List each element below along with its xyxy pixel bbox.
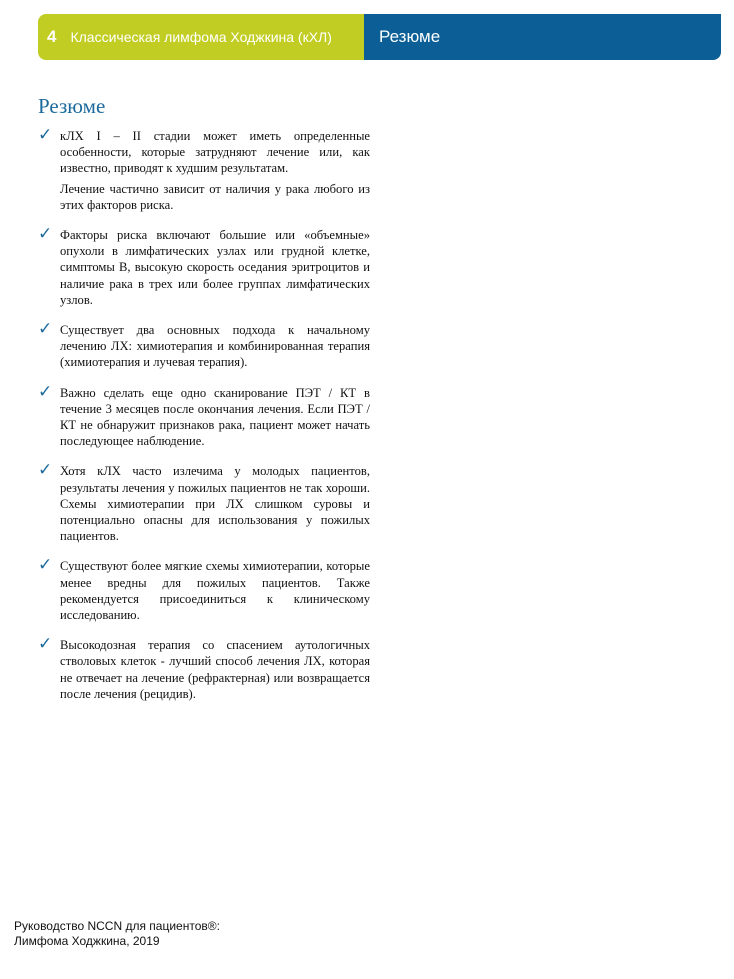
summary-item bbox=[38, 460, 370, 544]
summary-paragraph: Высокодозная терапия со спасением аутологичных стволовых клеток - лучший способ лечения ЛХ, которая не отвечает на лечение (рефрактерная) или возвращается после лечения (рецидив). bbox=[60, 638, 370, 701]
summary-item bbox=[38, 381, 370, 450]
chapter-header-left bbox=[38, 14, 364, 60]
chapter-header bbox=[38, 14, 721, 60]
summary-paragraph: кЛХ I – II стадии может иметь определенные особенности, которые затрудняют лечение или, как известно, приводят к худшим результатам. bbox=[60, 129, 370, 176]
summary-paragraph: Факторы риска включают большие или «объемные» опухоли в лимфатических узлах или грудной клетке, симптомы B, высокую скорость оседания эритроцитов и наличие рака в трех или более группах лимфатических узлов. bbox=[60, 228, 370, 307]
summary-item bbox=[38, 634, 370, 702]
footer bbox=[14, 919, 220, 949]
section-title: Резюме bbox=[38, 94, 106, 118]
summary-item bbox=[38, 555, 370, 623]
summary-item bbox=[38, 224, 370, 308]
footer-line-1: Руководство NCCN для пациентов®: bbox=[14, 919, 220, 933]
chapter-number: 4 bbox=[47, 27, 57, 46]
summary-paragraph: Хотя кЛХ часто излечима у молодых пациентов, результаты лечения у пожилых пациентов не так хороши. Схемы химиотерапии при ЛХ слишком суровы и потенциально опасны для использования у пожилых пациентов. bbox=[60, 464, 370, 544]
checkmark-icon: ✓ bbox=[38, 460, 53, 481]
summary-paragraph: Лечение частично зависит от наличия у рака любого из этих факторов риска. bbox=[60, 181, 370, 212]
checkmark-icon: ✓ bbox=[38, 381, 53, 402]
summary-paragraph: Важно сделать еще одно сканирование ПЭТ / КТ в течение 3 месяцев после окончания лечения. Если ПЭТ / КТ не обнаружит признаков рака, пациент может начать последующее наблюдение. bbox=[60, 385, 370, 449]
summary-list bbox=[38, 125, 370, 716]
checkmark-icon: ✓ bbox=[38, 125, 53, 145]
section-label: Резюме bbox=[379, 27, 441, 46]
checkmark-icon: ✓ bbox=[38, 555, 53, 576]
checkmark-icon: ✓ bbox=[38, 634, 53, 655]
checkmark-icon: ✓ bbox=[38, 319, 53, 340]
summary-item bbox=[38, 125, 370, 213]
chapter-title: Классическая лимфома Ходжкина (кХЛ) bbox=[70, 29, 332, 45]
footer-line-2: Лимфома Ходжкина, 2019 bbox=[14, 934, 160, 948]
summary-paragraph: Существует два основных подхода к начальному лечению ЛХ: химиотерапия и комбинированная терапия (химиотерапия и лучевая терапия). bbox=[60, 323, 370, 370]
summary-paragraph: Существуют более мягкие схемы химиотерапии, которые менее вредны для пожилых пациентов. Также рекомендуется присоединиться к клиническому исследованию. bbox=[60, 559, 370, 623]
summary-item bbox=[38, 319, 370, 371]
checkmark-icon: ✓ bbox=[38, 224, 53, 245]
chapter-header-right bbox=[364, 14, 721, 60]
